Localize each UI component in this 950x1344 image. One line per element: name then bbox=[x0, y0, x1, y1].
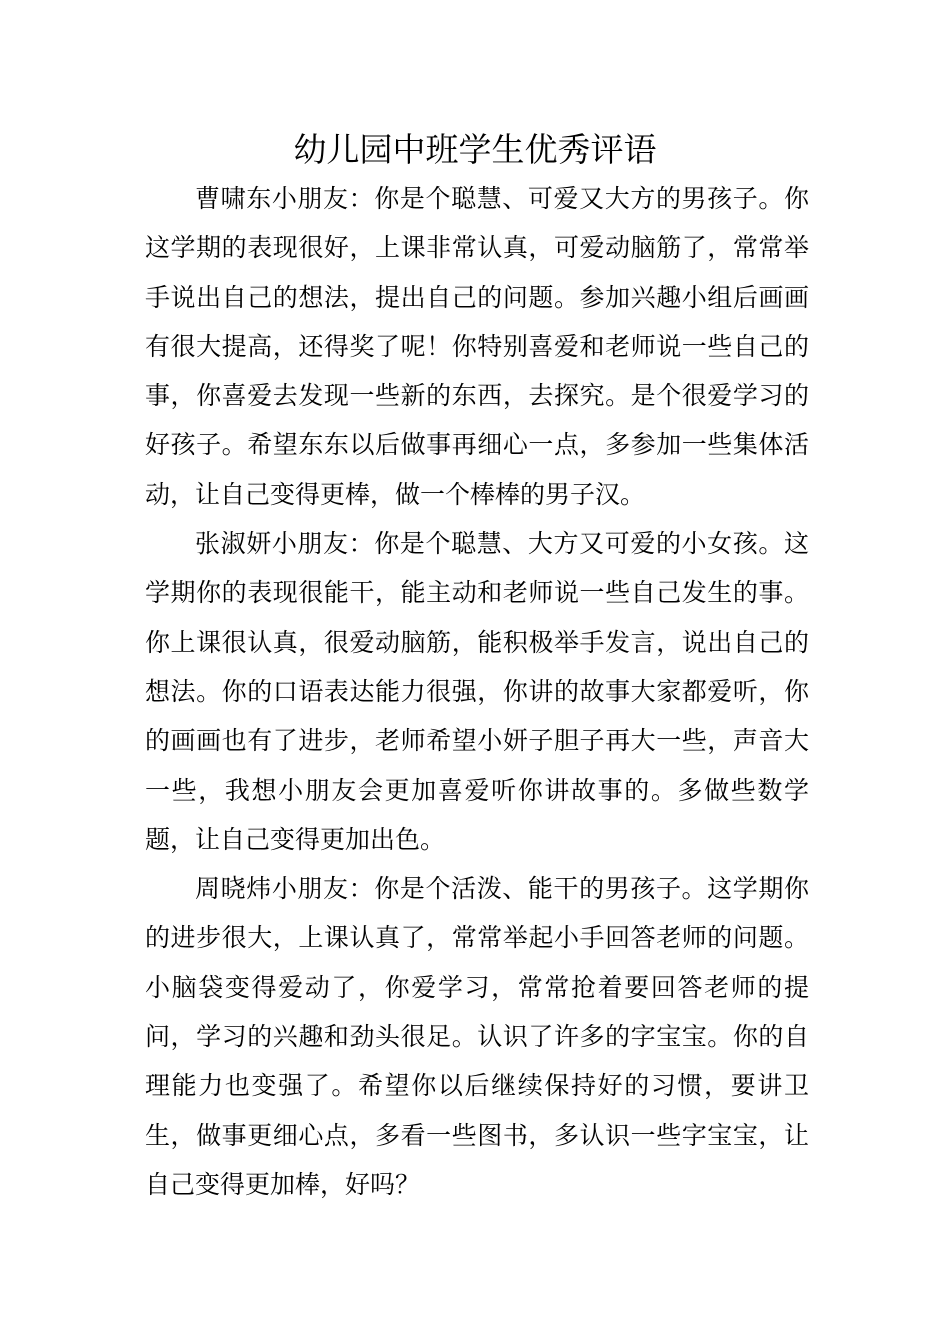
comment-paragraph-2: 张淑妍小朋友：你是个聪慧、大方又可爱的小女孩。这学期你的表现很能干，能主动和老师说一些自己发生的事。你上课很认真，很爱动脑筋，能积极举手发言，说出自己的想法。你的口语表达能力很强，你讲的故事大家都爱听，你的画画也有了进步，老师希望小妍子胆子再大一些，声音大一些，我想小朋友会更加喜爱听你讲故事的。多做些数学题，让自己变得更加出色。 bbox=[145, 529, 809, 854]
document-title: 幼儿园中班学生优秀评语 bbox=[293, 130, 657, 169]
comment-paragraph-1: 曹啸东小朋友：你是个聪慧、可爱又大方的男孩子。你这学期的表现很好，上课非常认真，可爱动脑筋了，常常举手说出自己的想法，提出自己的问题。参加兴趣小组后画画有很大提高，还得奖了呢！你特别喜爱和老师说一些自己的事，你喜爱去发现一些新的东西，去探究。是个很爱学习的好孩子。希望东东以后做事再细心一点，多参加一些集体活动，让自己变得更棒，做一个棒棒的男子汉。 bbox=[145, 184, 809, 509]
document-body bbox=[145, 174, 809, 1209]
comment-paragraph-3: 周晓炜小朋友：你是个活泼、能干的男孩子。这学期你的进步很大，上课认真了，常常举起小手回答老师的问题。小脑袋变得爱动了，你爱学习，常常抢着要回答老师的提问，学习的兴趣和劲头很足。认识了许多的字宝宝。你的自理能力也变强了。希望你以后继续保持好的习惯，要讲卫生，做事更细心点，多看一些图书，多认识一些字宝宝，让自己变得更加棒，好吗？ bbox=[145, 874, 809, 1199]
